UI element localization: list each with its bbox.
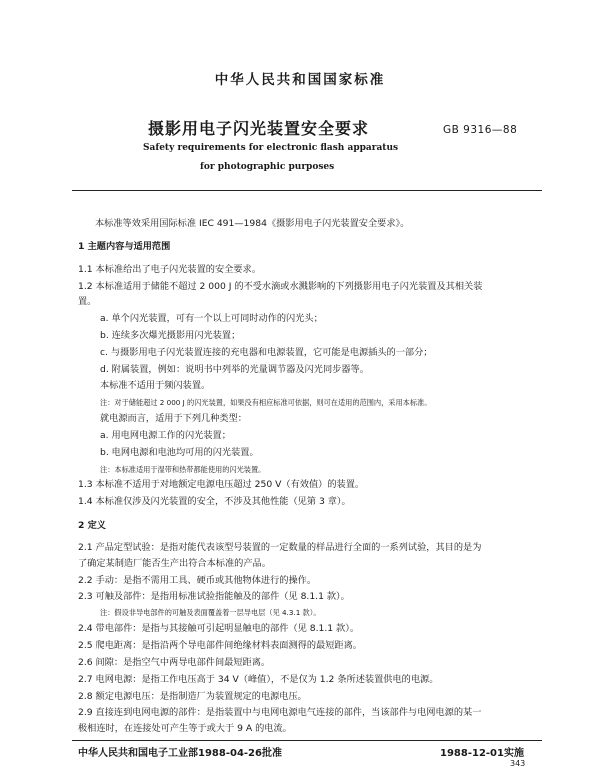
document-title: 摄影用电子闪光装置安全要求 bbox=[148, 119, 370, 138]
note-2: 注：本标准适用于湿带和热带都能使用的闪光装置。 bbox=[100, 465, 266, 474]
power-item-b: b. 电网电源和电池均可用的闪光装置。 bbox=[100, 447, 259, 458]
list-item-b: b. 连续多次爆光摄影用闪光装置； bbox=[100, 330, 241, 341]
document-header: 中华人民共和国国家标准 bbox=[214, 72, 386, 88]
clause-2-9-line1: 2.9 直接连到电网电源的部件：是指装置中与电网电源电气连接的部件，当该部件与电网电源的某一 bbox=[78, 707, 482, 718]
clause-2-3: 2.3 可触及部件：是指用标准试验指能触及的部件（见 8.1.1 款）。 bbox=[78, 591, 350, 602]
power-intro: 就电源而言，适用于下列几种类型： bbox=[100, 413, 247, 424]
clause-2-1-line1: 2.1 产品定型试验：是指对能代表该型号装置的一定数量的样品进行全面的一系列试验，其目的是为 bbox=[78, 542, 482, 553]
clause-2-4: 2.4 带电部件：是指与其接触可引起明显触电的部件（见 8.1.1 款）。 bbox=[78, 623, 360, 634]
intro-paragraph: 本标准等效采用国际标准 IEC 491—1984《摄影用电子闪光装置安全要求》。 bbox=[95, 218, 410, 229]
implementation-date: 1988-12-01实施 bbox=[440, 748, 524, 759]
section-1-heading: 1 主题内容与适用范围 bbox=[78, 241, 171, 252]
note-3: 注：假设非导电部件的可触及表面覆盖着一层导电层（见 4.3.1 款）。 bbox=[100, 608, 321, 617]
standard-number: GB 9316—88 bbox=[443, 124, 518, 136]
clause-2-5: 2.5 爬电距离：是指沿两个导电部件间绝缘材料表面测得的最短距离。 bbox=[78, 640, 362, 651]
english-title-line1: Safety requirements for electronic flash apparatus bbox=[143, 143, 399, 153]
section-2-heading: 2 定义 bbox=[78, 520, 106, 531]
clause-2-6: 2.6 间隙：是指空气中两导电部件间最短距离。 bbox=[78, 657, 271, 668]
page-number: 343 bbox=[510, 759, 526, 768]
clause-2-7: 2.7 电网电源：是指工作电压高于 34 V（峰值），不是仅为 1.2 条所述装置供电的电源。 bbox=[78, 674, 439, 685]
clause-1-2-line1: 1.2 本标准适用于储能不超过 2 000 J 的不受水滴或水溅影响的下列摄影用电子闪光装置及其相关装 bbox=[78, 281, 483, 292]
clause-1-4: 1.4 本标准仅涉及闪光装置的安全，不涉及其他性能（见第 3 章）。 bbox=[78, 496, 351, 507]
list-item-d: d. 附属装置，例如：说明书中列举的光量调节器及闪光同步器等。 bbox=[100, 364, 369, 375]
english-title-line2: for photographic purposes bbox=[200, 162, 335, 172]
note-1: 注：对于储能超过 2 000 J 的闪光装置，如果没有相应标准可依据，则可在适用的范围内，采用本标准。 bbox=[100, 398, 432, 407]
clause-2-2: 2.2 手动：是指不需用工具、硬币或其他物体进行的操作。 bbox=[78, 575, 317, 586]
bottom-rule bbox=[72, 740, 542, 741]
list-item-a: a. 单个闪光装置，可有一个以上可同时动作的闪光头； bbox=[100, 313, 323, 324]
clause-1-3: 1.3 本标准不适用于对地额定电源电压超过 250 V（有效值）的装置。 bbox=[78, 479, 365, 490]
clause-2-1-line2: 了确定某制造厂能否生产出符合本标准的产品。 bbox=[78, 558, 271, 569]
clause-1-1: 1.1 本标准给出了电子闪光装置的安全要求。 bbox=[78, 264, 261, 275]
not-apply-text: 本标准不适用于频闪装置。 bbox=[100, 380, 211, 391]
clause-1-2-line2: 置。 bbox=[78, 296, 97, 307]
approval-line: 中华人民共和国电子工业部1988-04-26批准 bbox=[78, 748, 282, 759]
list-item-c: c. 与摄影用电子闪光装置连接的充电器和电源装置，它可能是电源插头的一部分； bbox=[100, 347, 433, 358]
power-item-a: a. 用电网电源工作的闪光装置； bbox=[100, 430, 231, 441]
clause-2-8: 2.8 额定电源电压：是指制造厂为装置规定的电源电压。 bbox=[78, 691, 307, 702]
clause-2-9-line2: 极相连时，在连接处可产生等于或大于 9 A 的电流。 bbox=[78, 723, 292, 734]
top-rule bbox=[72, 190, 542, 191]
